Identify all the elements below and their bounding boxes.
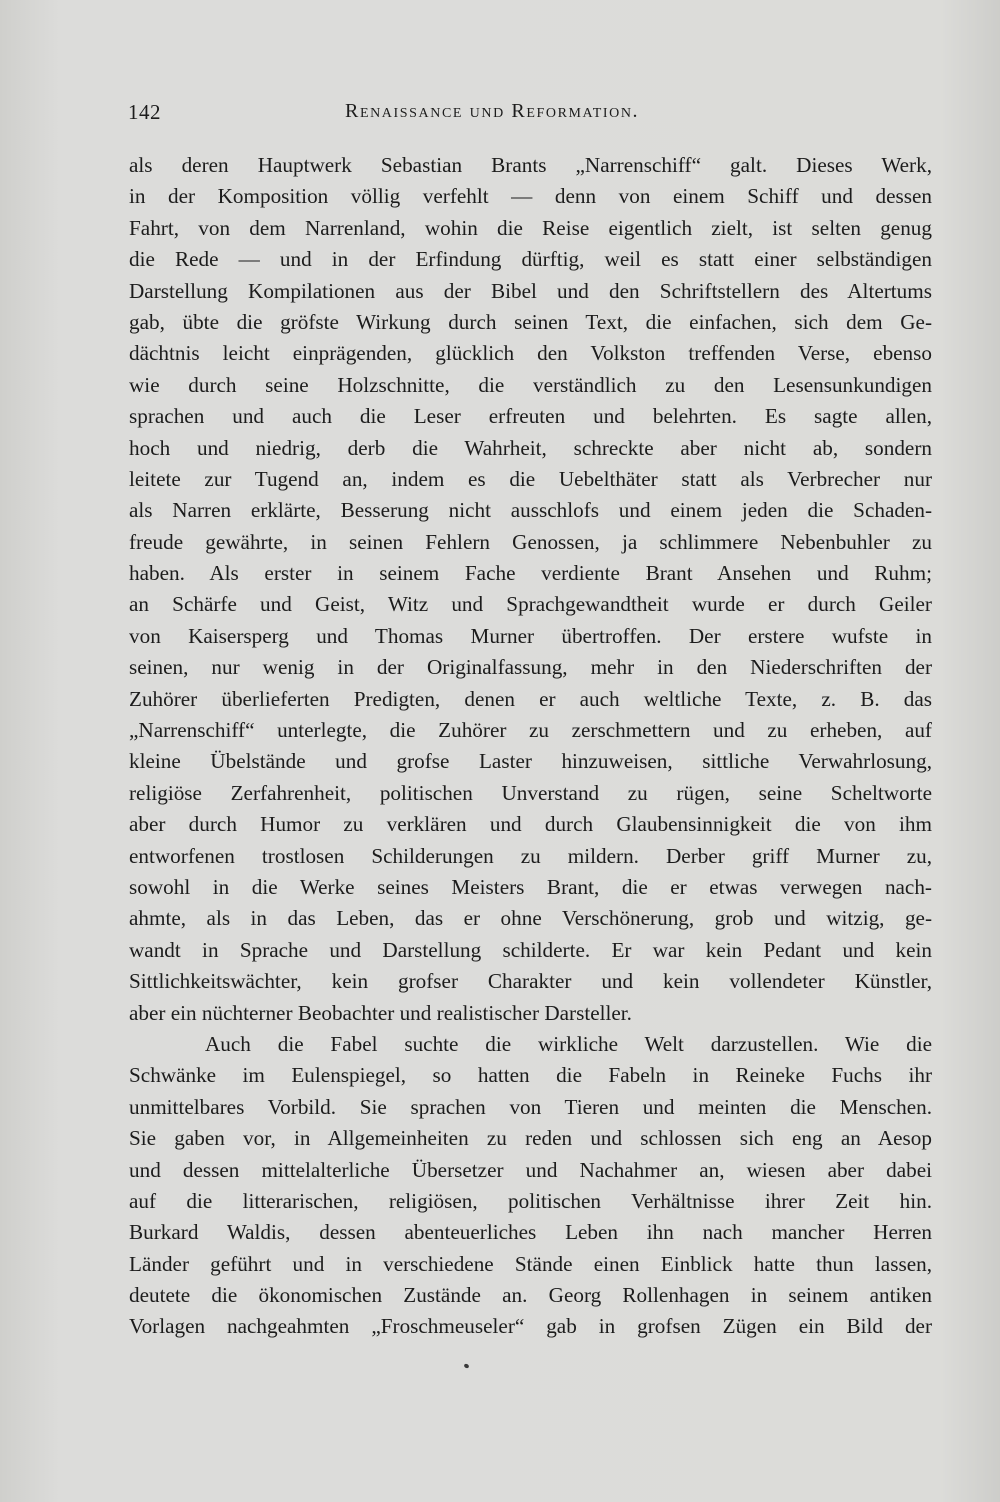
text-line: Zuhörer überlieferten Predigten, denen er auch weltliche Texte, z. B. das bbox=[129, 686, 932, 711]
text-line: wie durch seine Holzschnitte, die verständlich zu den Lesensunkundigen bbox=[129, 372, 932, 397]
paragraph-1 bbox=[129, 150, 932, 1029]
paragraph-2 bbox=[129, 1029, 932, 1343]
text-line: Schwänke im Eulenspiegel, so hatten die Fabeln in Reineke Fuchs ihr bbox=[129, 1063, 932, 1088]
text-line: als deren Hauptwerk Sebastian Brants „Narrenschiff“ galt. Dieses Werk, bbox=[129, 153, 932, 177]
text-line: als Narren erklärte, Besserung nicht ausschlofs und einem jeden die Schaden- bbox=[129, 498, 932, 523]
text-line: Fahrt, von dem Narrenland, wohin die Reise eigentlich zielt, ist selten genug bbox=[129, 215, 932, 240]
text-line: ahmte, als in das Leben, das er ohne Verschönerung, grob und witzig, ge- bbox=[129, 906, 932, 931]
text-line: wandt in Sprache und Darstellung schilderte. Er war kein Pedant und kein bbox=[129, 937, 932, 962]
text-line: religiöse Zerfahrenheit, politischen Unverstand zu rügen, seine Scheltworte bbox=[129, 780, 932, 805]
text-line: sprachen und auch die Leser erfreuten und belehrten. Es sagte allen, bbox=[129, 404, 932, 429]
text-line: gab, übte die gröfste Wirkung durch seinen Text, die einfachen, sich dem Ge- bbox=[129, 309, 932, 334]
text-line: Sie gaben vor, in Allgemeinheiten zu reden und schlossen sich eng an Aesop bbox=[129, 1126, 932, 1151]
text-line: sowohl in die Werke seines Meisters Brant, die er etwas verwegen nach- bbox=[129, 874, 932, 899]
running-head bbox=[125, 100, 935, 132]
text-line: kleine Übelstände und grofse Laster hinzuweisen, sittliche Verwahrlosung, bbox=[129, 749, 932, 774]
text-line: in der Komposition völlig verfehlt — denn von einem Schiff und dessen bbox=[129, 184, 932, 209]
text-line: und dessen mittelalterliche Übersetzer und Nachahmer an, wiesen aber dabei bbox=[129, 1157, 932, 1182]
text-line: entworfenen trostlosen Schilderungen zu mildern. Derber griff Murner zu, bbox=[129, 843, 932, 868]
text-line: Vorlagen nachgeahmten „Froschmeuseler“ gab in grofsen Zügen ein Bild der bbox=[129, 1314, 932, 1339]
text-line: aber durch Humor zu verklären und durch Glaubensinnigkeit die von ihm bbox=[129, 812, 932, 837]
body-text bbox=[129, 150, 932, 1343]
text-line: leitete zur Tugend an, indem es die Uebelthäter statt als Verbrecher nur bbox=[129, 466, 932, 491]
ink-speck bbox=[463, 1363, 469, 1369]
text-line: freude gewährte, in seinen Fehlern Genossen, ja schlimmere Nebenbuhler zu bbox=[129, 529, 932, 554]
text-line: Sittlichkeitswächter, kein grofser Charakter und kein vollendeter Künstler, bbox=[129, 969, 932, 994]
text-line: Auch die Fabel suchte die wirkliche Welt darzustellen. Wie die bbox=[205, 1031, 932, 1056]
text-line: dächtnis leicht einprägenden, glücklich den Volkston treffenden Verse, ebenso bbox=[129, 341, 932, 366]
text-line: auf die litterarischen, religiösen, politischen Verhältnisse ihrer Zeit hin. bbox=[129, 1188, 932, 1213]
text-line: von Kaisersperg und Thomas Murner übertroffen. Der erstere wufste in bbox=[129, 623, 932, 648]
text-line: haben. Als erster in seinem Fache verdiente Brant Ansehen und Ruhm; bbox=[129, 561, 932, 586]
page-number: 142 bbox=[128, 100, 161, 124]
text-line: hoch und niedrig, derb die Wahrheit, schreckte aber nicht ab, sondern bbox=[129, 435, 932, 460]
text-line: Darstellung Kompilationen aus der Bibel und den Schriftstellern des Altertums bbox=[129, 278, 932, 303]
running-title: Renaissance und Reformation. bbox=[345, 100, 640, 122]
text-line: seinen, nur wenig in der Originalfassung, mehr in den Niederschriften der bbox=[129, 655, 932, 680]
text-line: deutete die ökonomischen Zustände an. Georg Rollenhagen in seinem antiken bbox=[129, 1283, 932, 1308]
text-line: Burkard Waldis, dessen abenteuerliches Leben ihn nach mancher Herren bbox=[129, 1220, 932, 1245]
text-line: die Rede — und in der Erfindung dürftig, weil es statt einer selbständigen bbox=[129, 247, 932, 272]
text-line: Länder geführt und in verschiedene Stände einen Einblick hatte thun lassen, bbox=[129, 1251, 932, 1276]
text-line: „Narrenschiff“ unterlegte, die Zuhörer zu zerschmettern und zu erheben, auf bbox=[129, 718, 932, 743]
text-line: aber ein nüchterner Beobachter und realistischer Darsteller. bbox=[129, 1000, 632, 1025]
text-line: an Schärfe und Geist, Witz und Sprachgewandtheit wurde er durch Geiler bbox=[129, 592, 932, 617]
text-line: unmittelbares Vorbild. Sie sprachen von Tieren und meinten die Menschen. bbox=[129, 1094, 932, 1119]
